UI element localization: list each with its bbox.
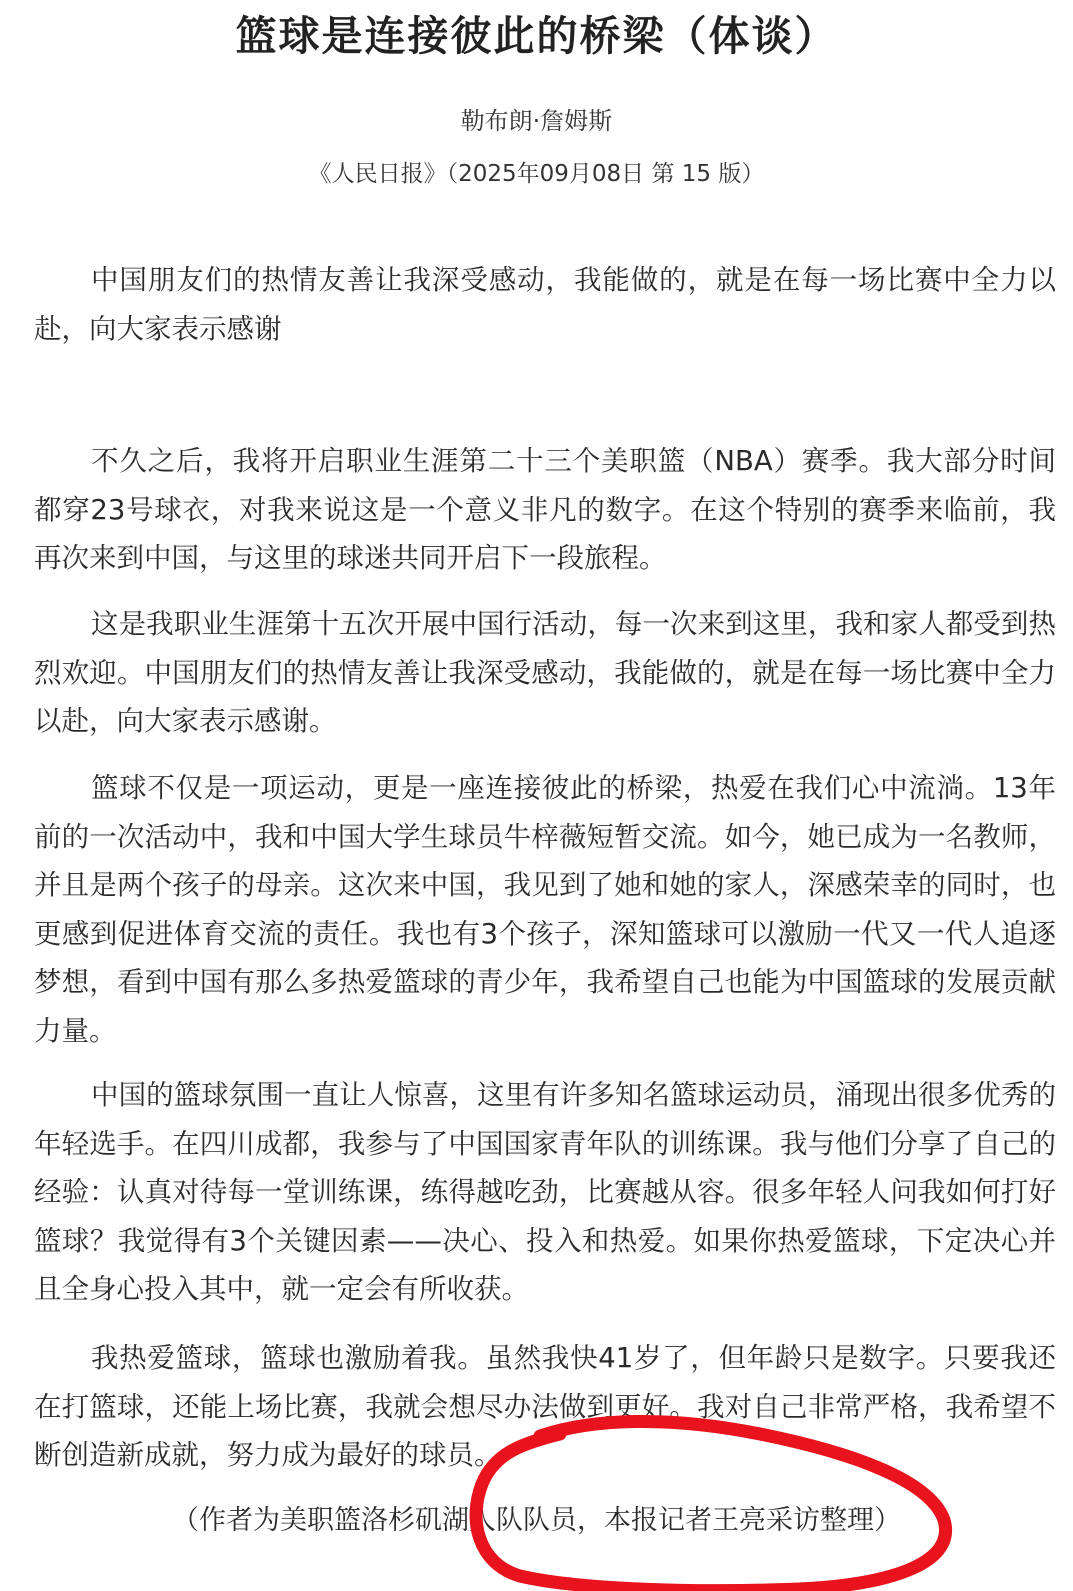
article-author: 勒布朗·詹姆斯 xyxy=(460,107,613,135)
paragraph-5: 我热爱篮球，篮球也激励着我。虽然我快41岁了，但年龄只是数字。只要我还在打篮球，还能上场比赛，我就会想尽办法做到更好。我对自己非常严格，我希望不断创造新成就，努力成为最好的球员。 xyxy=(34,1342,1056,1471)
paragraph-2: 这是我职业生涯第十五次开展中国行活动，每一次来到这里，我和家人都受到热烈欢迎。中国朋友们的热情友善让我深受感动，我能做的，就是在每一场比赛中全力以赴，向大家表示感谢。 xyxy=(34,608,1056,737)
article-title: 篮球是连接彼此的桥梁（体谈） xyxy=(235,12,838,60)
paragraph-4: 中国的篮球氛围一直让人惊喜，这里有许多知名篮球运动员，涌现出很多优秀的年轻选手。在四川成都，我参与了中国国家青年队的训练课。我与他们分享了自己的经验：认真对待每一堂训练课，练得越吃劲，比赛越从容。很多年轻人问我如何打好篮球？我觉得有3个关键因素——决心、投入和热爱。如果你热爱篮球，下定决心并且全身心投入其中，就一定会有所收获。 xyxy=(34,1079,1056,1305)
pull-quote: 中国朋友们的热情友善让我深受感动，我能做的，就是在每一场比赛中全力以赴，向大家表示感谢 xyxy=(34,264,1056,345)
article-source: 《人民日报》（2025年09月08日 第 15 版） xyxy=(308,161,765,187)
paragraph-1: 不久之后，我将开启职业生涯第二十三个美职篮（NBA）赛季。我大部分时间都穿23号球衣，对我来说这是一个意义非凡的数字。在这个特别的赛季来临前，我再次来到中国，与这里的球迷共同开启下一段旅程。 xyxy=(34,445,1056,574)
article-footnote: （作者为美职篮洛杉矶湖人队队员，本报记者王亮采访整理） xyxy=(172,1505,901,1536)
paragraph-3: 篮球不仅是一项运动，更是一座连接彼此的桥梁，热爱在我们心中流淌。13年前的一次活动中，我和中国大学生球员牛梓薇短暂交流。如今，她已成为一名教师，并且是两个孩子的母亲。这次来中国，我见到了她和她的家人，深感荣幸的同时，也更感到促进体育交流的责任。我也有3个孩子，深知篮球可以激励一代又一代人追逐梦想，看到中国有那么多热爱篮球的青少年，我希望自己也能为中国篮球的发展贡献力量。 xyxy=(34,772,1056,1047)
